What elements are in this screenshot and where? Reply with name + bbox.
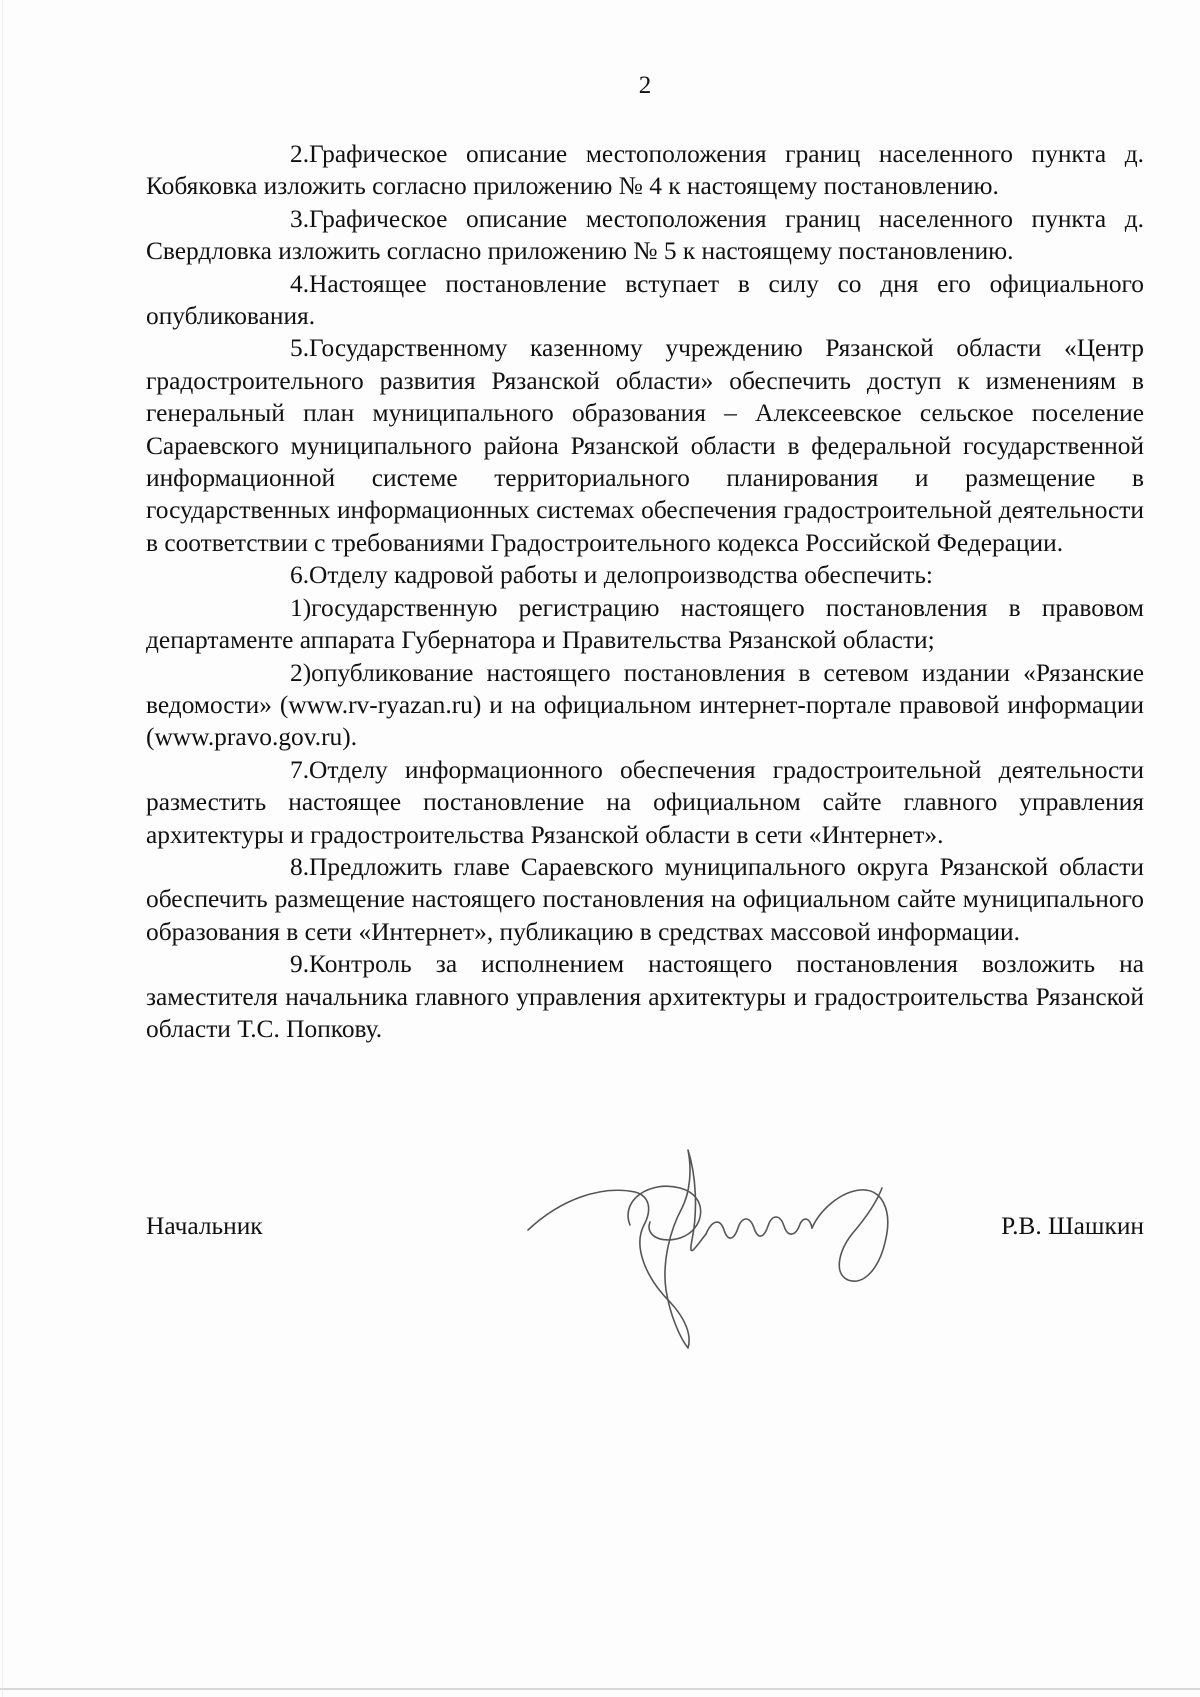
- page-number: 2: [638, 72, 652, 99]
- paragraph-item-8: [146, 851, 1144, 948]
- paragraph-item-5: [146, 332, 1144, 559]
- paragraph-item-9: [146, 948, 1144, 1045]
- paragraph-item-6: [146, 559, 1144, 591]
- paragraph-number: 8.: [290, 852, 310, 881]
- signature-block: [146, 1212, 1144, 1252]
- paragraph-text: государственную регистрацию настоящего постановления в правовом департаменте аппарата Губернатора и Правительства Рязанской области;: [146, 593, 1144, 655]
- paragraph-number: 7.: [290, 755, 310, 784]
- paragraph-item-3: [146, 203, 1144, 268]
- signatory-title: Начальник: [146, 1212, 263, 1240]
- paragraph-text: Предложить главе Сараевского муниципального округа Рязанской области обеспечить размещение настоящего постановления на официальном сайте муниципального образования в сети «Интернет», публикацию в средствах массовой информации.: [146, 852, 1144, 946]
- paragraph-number: 3.: [290, 204, 310, 233]
- paragraph-number: 4.: [290, 269, 310, 298]
- paragraph-text: Контроль за исполнением настоящего постановления возложить на заместителя начальника главного управления архитектуры и градостроительства Рязанской области Т.С. Попкову.: [146, 950, 1144, 1043]
- paragraph-number: 2): [290, 658, 312, 687]
- paragraph-item-4: [146, 268, 1144, 333]
- paragraph-text: Отделу информационного обеспечения градостроительной деятельности разместить настоящее постановление на официальном сайте главного управления архитектуры и градостроительства Рязанской области в сети «Интернет».: [146, 755, 1144, 849]
- scan-border-line: [0, 1688, 1200, 1690]
- subparagraph-item-1: [146, 592, 1144, 657]
- paragraph-item-2: [146, 138, 1144, 203]
- paragraph-text: Графическое описание местоположения границ населенного пункта д. Свердловка изложить согласно приложению № 5 к настоящему постановлению.: [146, 204, 1144, 266]
- signatory-name: Р.В. Шашкин: [1001, 1212, 1144, 1240]
- paragraph-number: 6.: [290, 561, 310, 590]
- paragraph-number: 2.: [290, 140, 310, 168]
- paragraph-number: 5.: [290, 334, 310, 363]
- paragraph-text: Графическое описание местоположения границ населенного пункта д. Кобяковка изложить согласно приложению № 4 к настоящему постановлению.: [146, 140, 1144, 201]
- paragraph-number: 1): [290, 593, 312, 622]
- paragraph-text: Государственному казенному учреждению Рязанской области «Центр градостроительного развития Рязанской области» обеспечить доступ к изменениям в генеральный план муниципального образования – Алексеевское сельское поселение Сараевского муниципального района Рязанской области в федеральной государственной информационной системе территориального планирования и размещение в государственных информационных системах обеспечения градостроительной деятельности в соответствии с требованиями Градостроительного кодекса Российской Федерации.: [146, 334, 1144, 557]
- paragraph-text: Отделу кадровой работы и делопроизводства обеспечить:: [309, 561, 933, 590]
- subparagraph-item-2: [146, 657, 1144, 754]
- paragraph-text: Настоящее постановление вступает в силу со дня его официального опубликования.: [146, 269, 1144, 331]
- paragraph-item-7: [146, 754, 1144, 851]
- document-body: [146, 138, 1144, 1045]
- scan-edge: [2, 0, 3, 1697]
- paragraph-text: опубликование настоящего постановления в сетевом издании «Рязанские ведомости» (www.rv-ryazan.ru) и на официальном интернет-портале правовой информации (www.pravo.gov.ru).: [146, 658, 1144, 752]
- paragraph-number: 9.: [290, 950, 310, 979]
